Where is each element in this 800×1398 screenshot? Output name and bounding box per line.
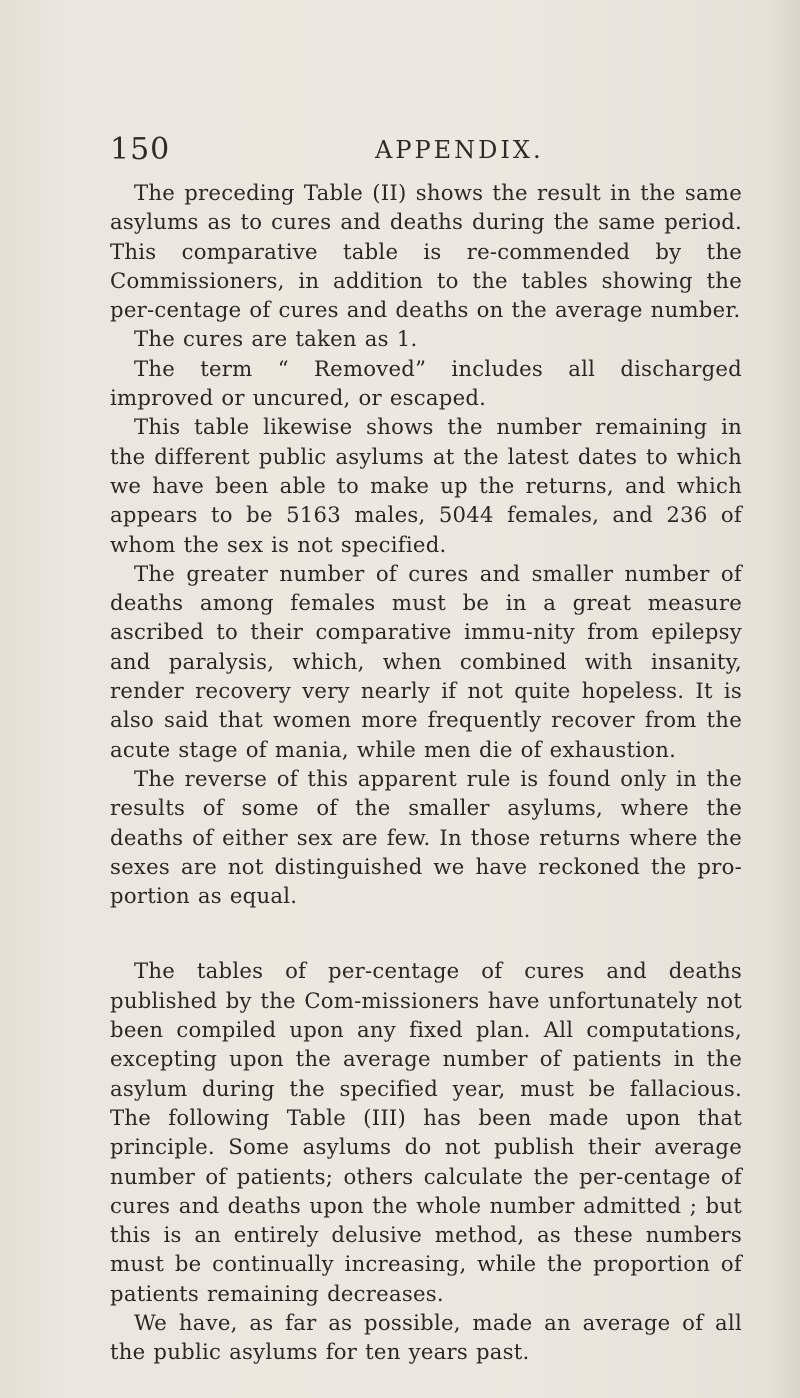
page-header (110, 132, 750, 172)
page-number: 150 (110, 132, 171, 167)
paragraph: The greater number of cures and smaller number of deaths among females must be in a great measure ascribed to their comparative immu-nity from epilepsy and paralysis, which, when combined with insanity, render recovery very nearly if not quite hopeless. It is also said that women more frequently recover from the acute stage of mania, while men die of exhaustion. (110, 560, 742, 762)
paragraph: We have, as far as possible, made an average of all the public asylums for ten years past. (110, 1309, 742, 1365)
paragraph: The cures are taken as 1. (134, 326, 418, 352)
paragraph: The term “ Removed” includes all discharged improved or uncured, or escaped. (110, 355, 742, 411)
section-gap (110, 910, 742, 956)
paragraph: The tables of per-centage of cures and deaths published by the Com-missioners have unfortunately not been compiled upon any fixed plan. All computations, excepting upon the average number of patients in the asylum during the specified year, must be fallacious. The following Table (III) has been made upon that principle. Some asylums do not publish their average number of patients; others calculate the per-centage of cures and deaths upon the whole number admitted ; but this is an entirely delusive method, as these numbers must be continually increasing, while the proportion of patients remaining decreases. (110, 958, 742, 1306)
body-text (110, 178, 742, 1367)
paragraph: The preceding Table (II) shows the result in the same asylums as to cures and deaths during the same period. This comparative table is re-commended by the Commissioners, in addition to the tables showing the per-centage of cures and deaths on the average number. (110, 180, 742, 323)
paragraph: This table likewise shows the number remaining in the different public asylums at the latest dates to which we have been able to make up the returns, and which appears to be 5163 males, 5044 females, and 236 of whom the sex is not specified. (110, 414, 742, 557)
paragraph: The reverse of this apparent rule is found only in the results of some of the smaller asylums, where the deaths of either sex are few. In those returns where the sexes are not distinguished we have reckoned the pro-portion as equal. (110, 765, 742, 909)
running-head: APPENDIX. (375, 136, 544, 164)
